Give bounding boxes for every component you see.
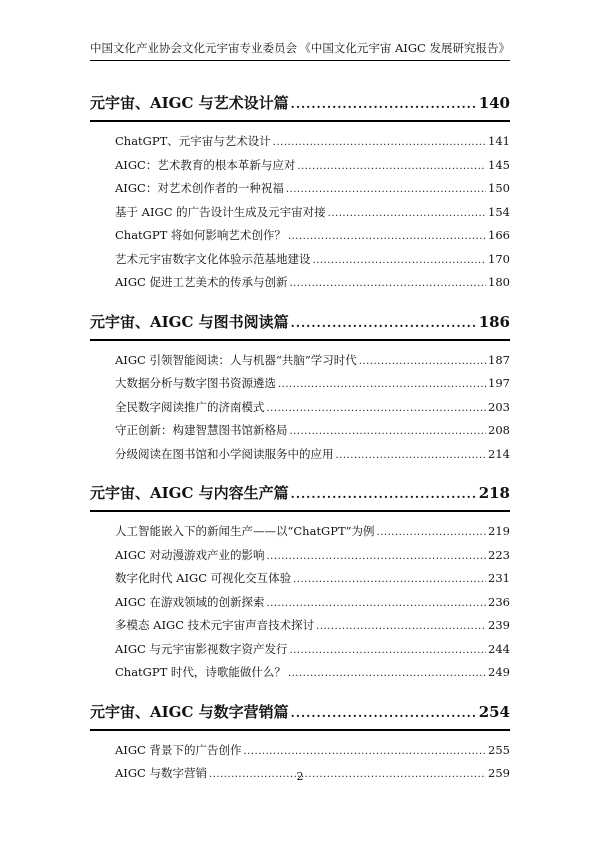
entry-title: AIGC：对艺术创作者的一种祝福 [115, 181, 284, 195]
toc-entry[interactable] [90, 520, 510, 544]
toc-entry[interactable] [90, 544, 510, 568]
dot-leader [291, 483, 477, 505]
dot-leader [313, 249, 487, 273]
section-page-number: 254 [478, 702, 510, 721]
entry-page-number: 208 [488, 423, 510, 437]
toc-entry[interactable] [90, 614, 510, 638]
dot-leader [328, 202, 486, 226]
entry-page-number: 214 [488, 446, 510, 461]
toc-entry[interactable] [90, 271, 510, 295]
dot-leader [336, 444, 487, 468]
dot-leader [291, 312, 477, 334]
entry-page-number: 145 [488, 157, 510, 172]
toc-entry[interactable] [90, 638, 510, 662]
dot-leader [267, 592, 487, 616]
section-divider [90, 339, 510, 341]
section-title: 元宇宙、AIGC 与艺术设计篇 [90, 94, 289, 112]
toc-entry[interactable] [90, 396, 510, 420]
section-page-number: 218 [478, 484, 510, 502]
entry-title: 守正创新：构建智慧图书馆新格局 [115, 423, 288, 437]
dot-leader [267, 397, 487, 421]
dot-leader [291, 702, 477, 724]
toc-entry[interactable] [90, 201, 510, 225]
entry-page-number: 219 [488, 524, 510, 538]
table-of-contents [90, 92, 510, 802]
entry-title: ChatGPT、元宇宙与艺术设计 [115, 134, 271, 148]
entry-page-number: 236 [488, 594, 510, 609]
dot-leader [273, 131, 486, 155]
section-page-number: 186 [478, 312, 510, 331]
page-number: 2 [296, 770, 304, 783]
dot-leader [316, 615, 486, 639]
header-right-text: 《中国文化元宇宙 AIGC 发展研究报告》 [299, 41, 510, 55]
entry-title: AIGC 背景下的广告创作 [115, 742, 242, 757]
dot-leader [267, 545, 487, 569]
section-title: 元宇宙、AIGC 与图书阅读篇 [90, 312, 289, 331]
entry-title: AIGC 与数字营销 [115, 766, 207, 780]
entry-page-number: 249 [488, 665, 510, 679]
entry-title: 大数据分析与数字图书资源遴选 [115, 376, 276, 390]
dot-leader [293, 568, 486, 592]
toc-entry[interactable] [90, 349, 510, 373]
section-title: 元宇宙、AIGC 与数字营销篇 [90, 702, 289, 721]
dot-leader [290, 272, 487, 296]
entry-page-number: 197 [488, 376, 510, 390]
section-heading[interactable] [90, 311, 510, 333]
page-header [90, 40, 510, 56]
entry-page-number: 223 [488, 547, 510, 562]
entry-title: 全民数字阅读推广的济南模式 [115, 399, 265, 414]
entry-title: AIGC 在游戏领域的创新探索 [115, 594, 265, 609]
entry-title: 艺术元宇宙数字文化体验示范基地建设 [115, 251, 311, 266]
entry-page-number: 187 [488, 352, 510, 367]
toc-entry[interactable] [90, 177, 510, 201]
section-divider [90, 120, 510, 122]
toc-entry[interactable] [90, 154, 510, 178]
entry-title: 人工智能嵌入下的新闻生产——以“ChatGPT”为例 [115, 524, 375, 538]
dot-leader [244, 740, 487, 764]
dot-leader [290, 420, 487, 444]
entry-title: AIGC：艺术教育的根本革新与应对 [115, 157, 296, 172]
section-divider [90, 510, 510, 512]
toc-entry[interactable] [90, 443, 510, 467]
entry-title: AIGC 促进工艺美术的传承与创新 [115, 275, 288, 289]
entry-page-number: 166 [488, 228, 510, 242]
dot-leader [290, 639, 487, 663]
entry-page-number: 244 [488, 641, 510, 656]
toc-entry[interactable] [90, 372, 510, 396]
section-title: 元宇宙、AIGC 与内容生产篇 [90, 484, 289, 502]
toc-section [90, 92, 510, 295]
toc-entry[interactable] [90, 419, 510, 443]
toc-entry[interactable] [90, 130, 510, 154]
entry-page-number: 259 [488, 766, 510, 780]
toc-entry[interactable] [90, 567, 510, 591]
entry-title: AIGC 引领智能阅读：人与机器“共脑”学习时代 [115, 352, 357, 367]
entry-page-number: 203 [488, 399, 510, 414]
toc-entry[interactable] [90, 739, 510, 763]
section-heading[interactable] [90, 701, 510, 723]
entry-page-number: 231 [488, 571, 510, 585]
dot-leader [291, 93, 477, 115]
entry-page-number: 150 [488, 181, 510, 195]
entry-title: ChatGPT 将如何影响艺术创作？ [115, 228, 286, 242]
dot-leader [297, 155, 486, 179]
toc-section [90, 311, 510, 467]
entry-title: AIGC 与元宇宙影视数字资产发行 [115, 641, 288, 656]
entry-title: 基于 AIGC 的广告设计生成及元宇宙对接 [115, 204, 326, 219]
entry-title: ChatGPT 时代，诗歌能做什么？ [115, 665, 286, 679]
header-divider [90, 60, 510, 61]
entry-page-number: 154 [488, 204, 510, 219]
section-heading[interactable] [90, 482, 510, 504]
entry-title: 数字化时代 AIGC 可视化交互体验 [115, 571, 292, 585]
entry-page-number: 180 [488, 275, 510, 289]
dot-leader [278, 373, 486, 397]
dot-leader [286, 178, 486, 202]
section-heading[interactable] [90, 92, 510, 114]
toc-entry[interactable] [90, 661, 510, 685]
entry-page-number: 141 [488, 134, 510, 148]
toc-entry[interactable] [90, 224, 510, 248]
dot-leader [288, 662, 486, 686]
section-divider [90, 729, 510, 731]
toc-section [90, 482, 510, 685]
entry-title: 分级阅读在图书馆和小学阅读服务中的应用 [115, 446, 334, 461]
entry-page-number: 170 [488, 251, 510, 266]
toc-entry[interactable] [90, 591, 510, 615]
entry-page-number: 239 [488, 618, 510, 632]
entry-title: AIGC 对动漫游戏产业的影响 [115, 547, 265, 562]
toc-entry[interactable] [90, 248, 510, 272]
section-page-number: 140 [478, 94, 510, 112]
header-left-text: 中国文化产业协会文化元宇宙专业委员会 [90, 41, 297, 55]
dot-leader [377, 521, 487, 545]
entry-title: 多模态 AIGC 技术元宇宙声音技术探讨 [115, 618, 315, 632]
entry-page-number: 255 [488, 742, 510, 757]
dot-leader [288, 225, 486, 249]
dot-leader [359, 350, 486, 374]
